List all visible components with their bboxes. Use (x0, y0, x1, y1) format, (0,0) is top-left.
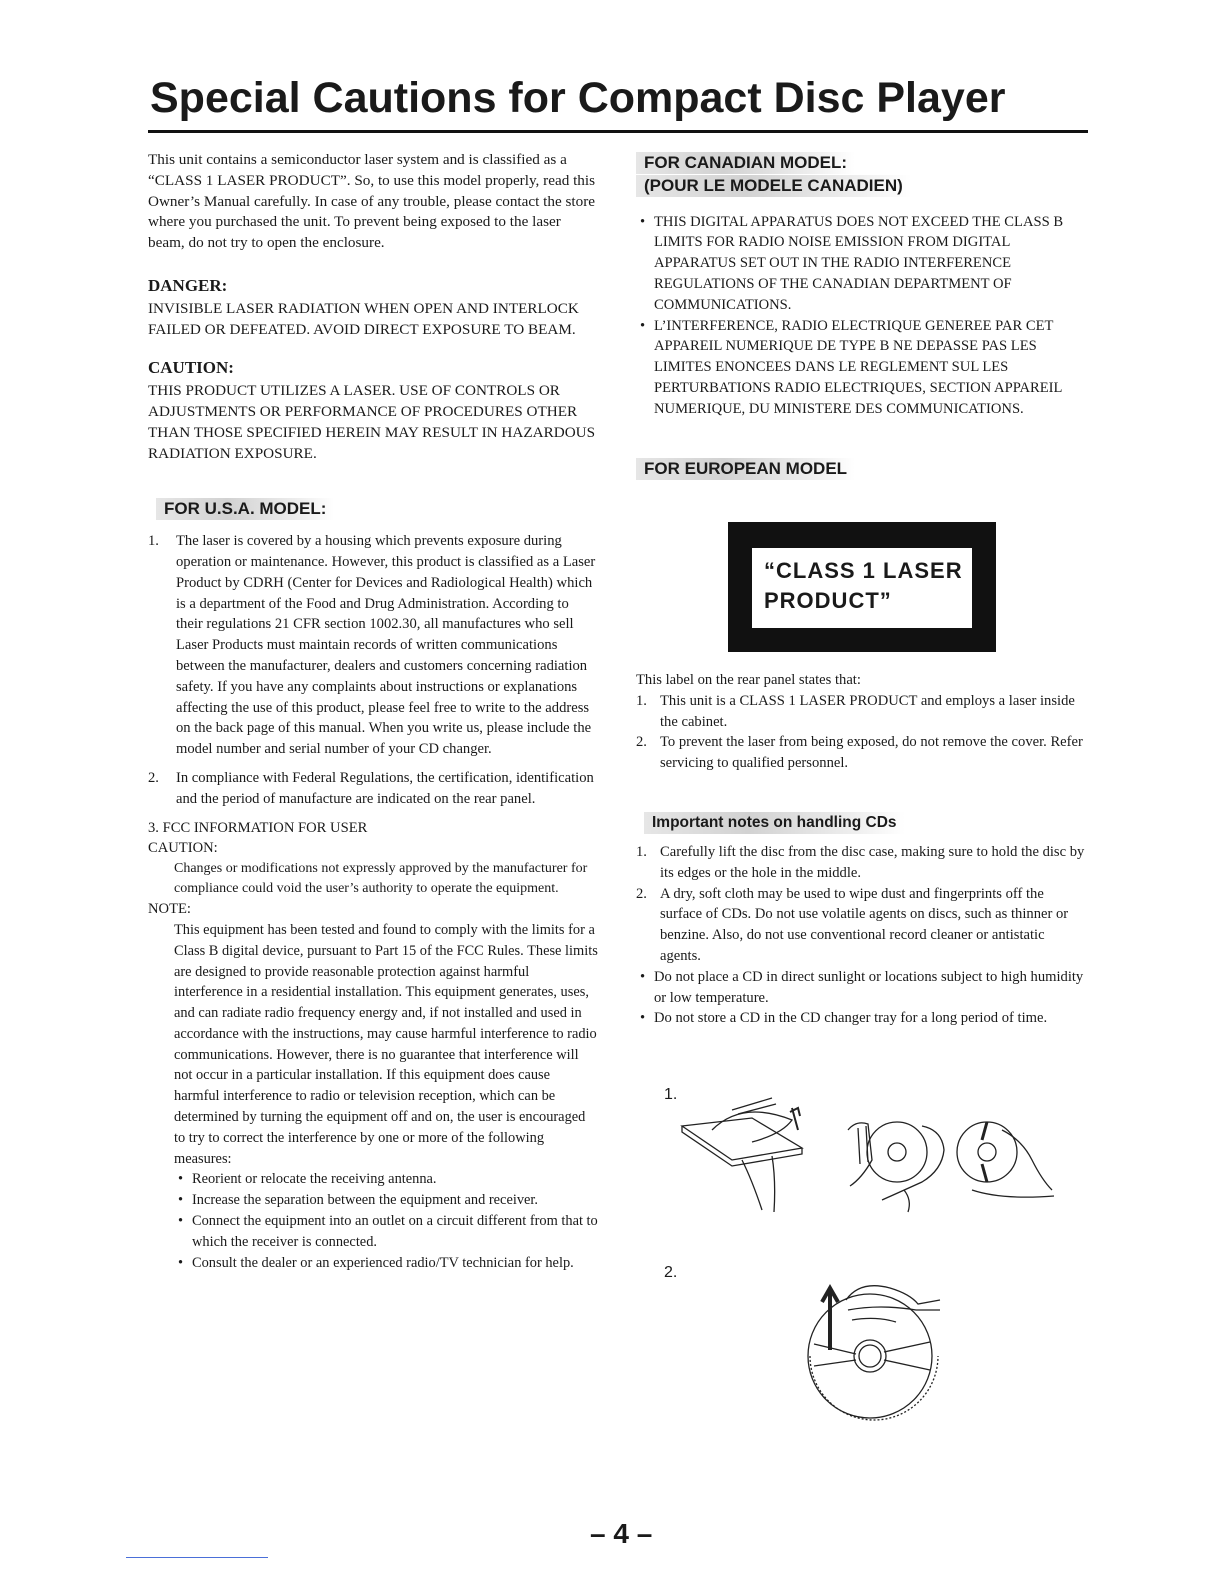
right-column-lower (636, 670, 1086, 1029)
european-model-heading: FOR EUROPEAN MODEL (636, 458, 855, 480)
left-column (148, 150, 598, 1273)
list-item: 2. A dry, soft cloth may be used to wipe dust and fingerprints off the surface of CDs. Do not use volatile agents on discs, such as thinner or benzine. Also, do not use conventional record cleaner or antistatic agents. (636, 885, 1069, 964)
list-item: • Do not store a CD in the CD changer tray for a long period of time. (636, 1008, 1086, 1029)
label-line-1: “CLASS 1 LASER (764, 558, 963, 583)
caution-text: THIS PRODUCT UTILIZES A LASER. USE OF CONTROLS OR ADJUSTMENTS OR PERFORMANCE OF PROCEDURES OTHER THAN THOSE SPECIFIED HEREIN MAY RESULT IN HAZARDOUS RADIATION EXPOSURE. (148, 382, 596, 462)
danger-text: INVISIBLE LASER RADIATION WHEN OPEN AND INTERLOCK FAILED OR DEFEATED. AVOID DIRECT EXPOSURE TO BEAM. (148, 299, 579, 338)
list-item: 2. In compliance with Federal Regulations, the certification, identification and the period of manufacture are indicated on the rear panel. (148, 769, 594, 807)
list-item: • Consult the dealer or an experienced radio/TV technician for help. (174, 1253, 598, 1274)
footnote-separator (126, 1557, 268, 1558)
list-item: 2. To prevent the laser from being exposed, do not remove the cover. Refer servicing to qualified personnel. (636, 734, 1083, 772)
fcc-caution-text: Changes or modifications not expressly approved by the manufacturer for compliance could void the user’s authority to operate the equipment. (174, 861, 588, 897)
list-item: • Reorient or relocate the receiving antenna. (174, 1169, 598, 1190)
list-item: • Increase the separation between the equipment and receiver. (174, 1190, 598, 1211)
cd-handling-heading: Important notes on handling CDs (644, 812, 905, 834)
intro-paragraph: This unit contains a semiconductor laser system and is classified as a “CLASS 1 LASER PRODUCT”. So, to use this model properly, read this Owner’s Manual carefully. In case of any trouble, please contact the store where you purchased the unit. To prevent being exposed to the laser beam, do not try to open the enclosure. (148, 151, 596, 252)
class1-laser-label (728, 522, 996, 652)
list-item: • Connect the equipment into an outlet on a circuit different from that to which the receiver is connected. (174, 1211, 598, 1253)
canadian-model-heading-fr: (POUR LE MODELE CANADIEN) (636, 175, 911, 197)
figure-2-label: 2. (664, 1264, 678, 1281)
list-item: • Do not place a CD in direct sunlight or locations subject to high humidity or low temperature. (636, 967, 1086, 1009)
list-item: • L’INTERFERENCE, RADIO ELECTRIQUE GENEREE PAR CET APPAREIL NUMERIQUE DE TYPE B NE DEPASSE PAS LES LIMITES ENONCEES DANS LE REGLEMENT SUL LES PERTURBATIONS RADIO ELECTRIQUES, SECTION APPAREIL NUMERIQUE, DU MINISTERE DES COMMUNICATIONS. (636, 316, 1086, 420)
fcc-caution-label: CAUTION: (148, 840, 218, 857)
figure-1-label: 1. (664, 1086, 678, 1103)
usa-list (148, 531, 598, 809)
cd-list (636, 842, 1086, 967)
label-list (636, 691, 1086, 774)
label-line-2: PRODUCT” (764, 588, 892, 613)
label-intro: This label on the rear panel states that: (636, 672, 861, 688)
page-title: Special Cautions for Compact Disc Player (150, 74, 1006, 122)
figure-1-illustration (672, 1090, 1072, 1220)
list-item: • THIS DIGITAL APPARATUS DOES NOT EXCEED THE CLASS B LIMITS FOR RADIO NOISE EMISSION FROM DIGITAL APPARATUS SET OUT IN THE RADIO INTERFERENCE REGULATIONS OF THE CANADIAN DEPARTMENT OF COMMUNICATIONS. (636, 212, 1086, 316)
cd-bullets (636, 967, 1086, 1029)
page-number: – 4 – (590, 1518, 653, 1549)
list-item: 1. Carefully lift the disc from the disc case, making sure to hold the disc by its edges or the hole in the middle. (636, 843, 1085, 881)
fcc-note-text: This equipment has been tested and found to comply with the limits for a Class B digital device, pursuant to Part 15 of the FCC Rules. These limits are designed to provide reasonable protection against harmful interference in a residential installation. This equipment generates, uses, and can radiate radio frequency energy and, if not installed and used in accordance with the instructions, may cause harmful interference to radio communications. However, there is no guarantee that interference will not occur in a particular installation. If this equipment does cause harmful interference to radio or television reception, which can be determined by turning the equipment off and on, the user is encouraged to try to correct the interference by one or more of the following measures: (174, 921, 598, 1167)
usa-model-heading: FOR U.S.A. MODEL: (156, 498, 334, 520)
caution-heading: CAUTION: (148, 358, 234, 378)
figure-2-illustration (800, 1280, 950, 1430)
fcc-heading: 3. FCC INFORMATION FOR USER (148, 819, 368, 836)
fcc-measures-list (148, 1169, 598, 1273)
list-item: 1. This unit is a CLASS 1 LASER PRODUCT and employs a laser inside the cabinet. (636, 692, 1075, 730)
title-underline (148, 130, 1088, 133)
danger-heading: DANGER: (148, 275, 228, 295)
right-column (636, 152, 1086, 480)
fcc-note-label: NOTE: (148, 901, 191, 918)
canadian-model-heading: FOR CANADIAN MODEL: (636, 152, 855, 174)
list-item: 1. The laser is covered by a housing which prevents exposure during operation or maintenance. However, this product is classified as a Laser Product by CDRH (Center for Devices and Radiological Health) which is a department of the Food and Drug Administration. According to their regulations 21 CFR section 1002.30, all manufactures who sell Laser Products must maintain records of written communications between the manufacturer, dealers and customers concerning radiation safety. If you have any complaints about instructions or explanations affecting the use of this product, please feel free to write to the address on the back page of this manual. When you write us, please include the model number and serial number of your CD changer. (148, 533, 596, 758)
canadian-list (636, 212, 1086, 420)
